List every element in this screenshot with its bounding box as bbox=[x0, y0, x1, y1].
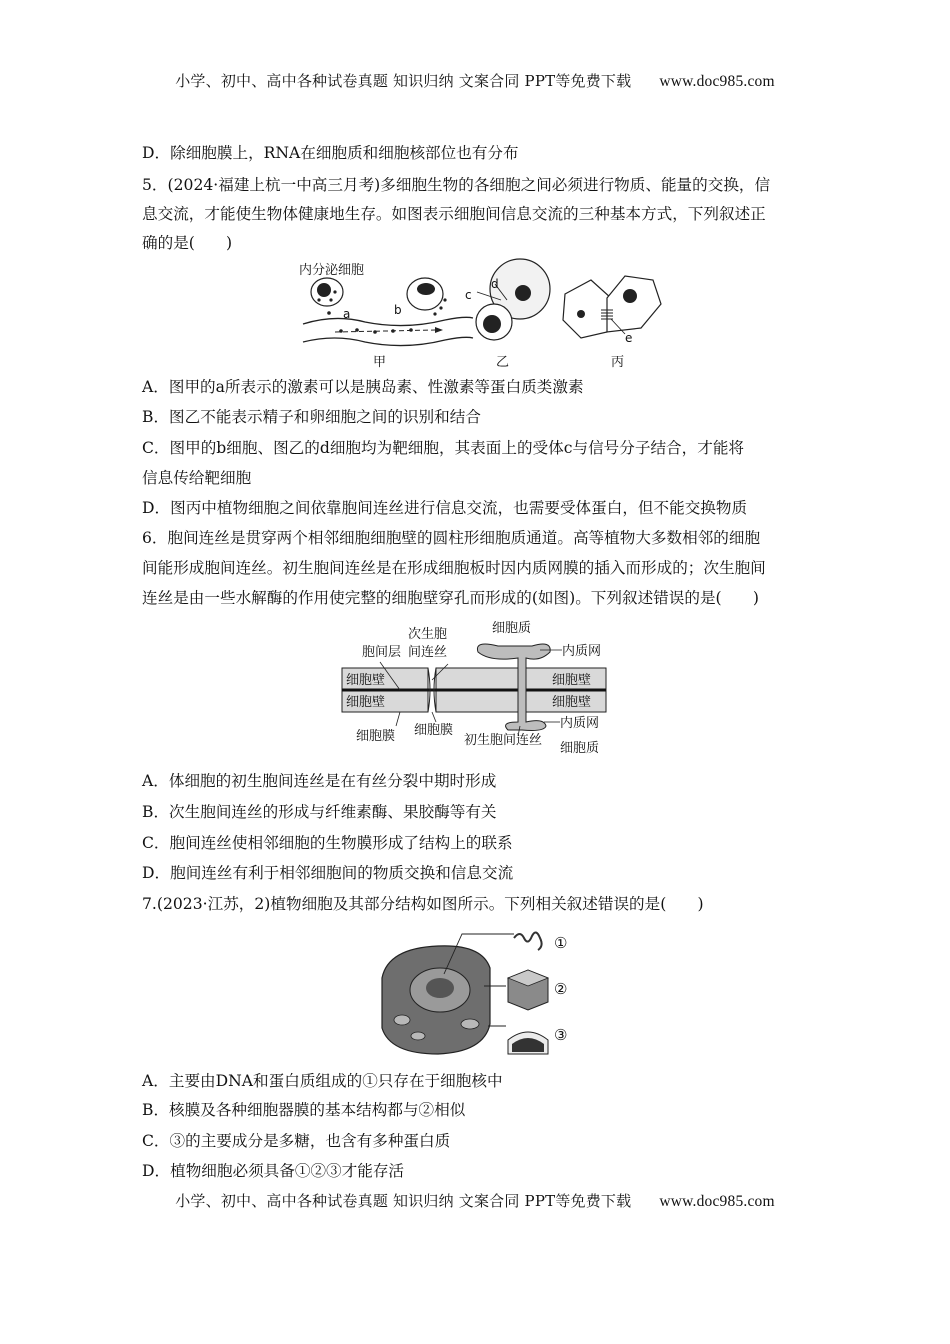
q5-stem-line3: 确的是( ) bbox=[142, 234, 233, 252]
q5-option-b: B．图乙不能表示精子和卵细胞之间的识别和结合 bbox=[142, 408, 481, 426]
endocrine-nucleus bbox=[317, 283, 331, 297]
label-er-top: 内质网 bbox=[562, 644, 602, 659]
label-secondary-2: 间连丝 bbox=[408, 645, 448, 660]
marker-2: ② bbox=[554, 980, 568, 998]
label-jia: 甲 bbox=[373, 355, 387, 370]
label-e: e bbox=[625, 331, 633, 345]
q7-option-a: A．主要由DNA和蛋白质组成的①只存在于细胞核中 bbox=[142, 1072, 503, 1090]
q7-option-c: C．③的主要成分是多糖，也含有多种蛋白质 bbox=[142, 1132, 451, 1150]
label-primary: 初生胞间连丝 bbox=[464, 733, 543, 748]
label-membrane-1: 细胞膜 bbox=[356, 729, 396, 744]
label-wall-4: 细胞壁 bbox=[552, 695, 592, 710]
cell-d-nucleus bbox=[515, 285, 531, 301]
label-d: d bbox=[491, 277, 499, 291]
page-header bbox=[0, 70, 950, 91]
header-url[interactable]: www.doc985.com bbox=[659, 73, 775, 90]
plant-cell-structure-figure bbox=[378, 928, 578, 1062]
q7-option-b: B．核膜及各种细胞器膜的基本结构都与②相似 bbox=[142, 1101, 466, 1119]
label-wall-2: 细胞壁 bbox=[346, 695, 386, 710]
cell-signaling-figure bbox=[295, 258, 675, 370]
q5-option-d: D．图丙中植物细胞之间依靠胞间连丝进行信息交流，也需要受体蛋白，但不能交换物质 bbox=[142, 499, 748, 517]
label-secondary-1: 次生胞 bbox=[408, 627, 448, 642]
q6-stem-line3: 连丝是由一些水解酶的作用使完整的细胞壁穿孔而形成的(如图)。下列叙述错误的是( ) bbox=[142, 589, 759, 607]
q5-option-a: A．图甲的a所表示的激素可以是胰岛素、性激素等蛋白质类激素 bbox=[142, 378, 584, 396]
plasmodesmata-figure bbox=[340, 618, 615, 758]
endocrine-cell-label: 内分泌细胞 bbox=[299, 263, 365, 278]
q6-option-c: C．胞间连丝使相邻细胞的生物膜形成了结构上的联系 bbox=[142, 834, 513, 852]
q5-stem-line1: 5．(2024·福建上杭一中高三月考)多细胞生物的各细胞之间必须进行物质、能量的交换，信 bbox=[142, 176, 771, 194]
label-wall-3: 细胞壁 bbox=[552, 673, 592, 688]
q7-stem: 7.(2023·江苏，2)植物细胞及其部分结构如图所示。下列相关叙述错误的是( ) bbox=[142, 895, 704, 913]
header-text: 小学、初中、高中各种试卷真题 知识归纳 文案合同 PPT等免费下载 bbox=[175, 72, 632, 90]
marker-3: ③ bbox=[554, 1026, 568, 1044]
q5-option-c-line1: C．图甲的b细胞、图乙的d细胞均为靶细胞，其表面上的受体c与信号分子结合，才能将 bbox=[142, 439, 745, 457]
chromatin-structure bbox=[514, 932, 542, 950]
target-cell-b-nucleus bbox=[417, 283, 435, 295]
label-yi: 乙 bbox=[496, 355, 510, 370]
q5-stem-line2: 息交流，才能使生物体健康地生存。如图表示细胞间信息交流的三种基本方式，下列叙述正 bbox=[142, 205, 766, 223]
vessel-wall-bottom bbox=[303, 337, 473, 345]
q6-stem-line2: 间能形成胞间连丝。初生胞间连丝是在形成细胞板时因内质网膜的插入而形成的；次生胞间 bbox=[142, 559, 766, 577]
plant-cell-left bbox=[563, 280, 611, 338]
label-wall-1: 细胞壁 bbox=[346, 673, 386, 688]
marker-1: ① bbox=[554, 934, 568, 952]
label-b: b bbox=[394, 303, 402, 317]
q6-option-d: D．胞间连丝有利于相邻细胞间的物质交换和信息交流 bbox=[142, 864, 514, 882]
label-a: a bbox=[343, 307, 351, 321]
signal-cell-nucleus bbox=[483, 315, 501, 333]
label-er-bottom: 内质网 bbox=[560, 716, 600, 731]
nucleolus bbox=[426, 978, 454, 998]
footer-url[interactable]: www.doc985.com bbox=[659, 1193, 775, 1210]
label-middle-lamella: 胞间层 bbox=[362, 645, 402, 660]
flow-arrowhead bbox=[435, 327, 443, 333]
label-bing: 丙 bbox=[611, 355, 625, 370]
q6-stem-line1: 6．胞间连丝是贯穿两个相邻细胞细胞壁的圆柱形细胞质通道。高等植物大多数相邻的细胞 bbox=[142, 529, 761, 547]
footer-text: 小学、初中、高中各种试卷真题 知识归纳 文案合同 PPT等免费下载 bbox=[175, 1192, 632, 1210]
q4-option-d: D．除细胞膜上，RNA在细胞质和细胞核部位也有分布 bbox=[142, 144, 519, 162]
label-c: c bbox=[465, 288, 472, 302]
blood-flow-arrow bbox=[335, 330, 435, 332]
page-footer bbox=[0, 1190, 950, 1211]
label-cytoplasm-top: 细胞质 bbox=[492, 621, 532, 636]
q6-option-b: B．次生胞间连丝的形成与纤维素酶、果胶酶等有关 bbox=[142, 803, 497, 821]
label-cytoplasm-bottom: 细胞质 bbox=[560, 741, 600, 756]
q5-option-c-line2: 信息传给靶细胞 bbox=[142, 469, 252, 487]
q7-option-d: D．植物细胞必须具备①②③才能存活 bbox=[142, 1162, 405, 1180]
label-membrane-2: 细胞膜 bbox=[414, 723, 454, 738]
vessel-wall-top bbox=[303, 317, 473, 325]
q6-option-a: A．体细胞的初生胞间连丝是在有丝分裂中期时形成 bbox=[142, 772, 497, 790]
